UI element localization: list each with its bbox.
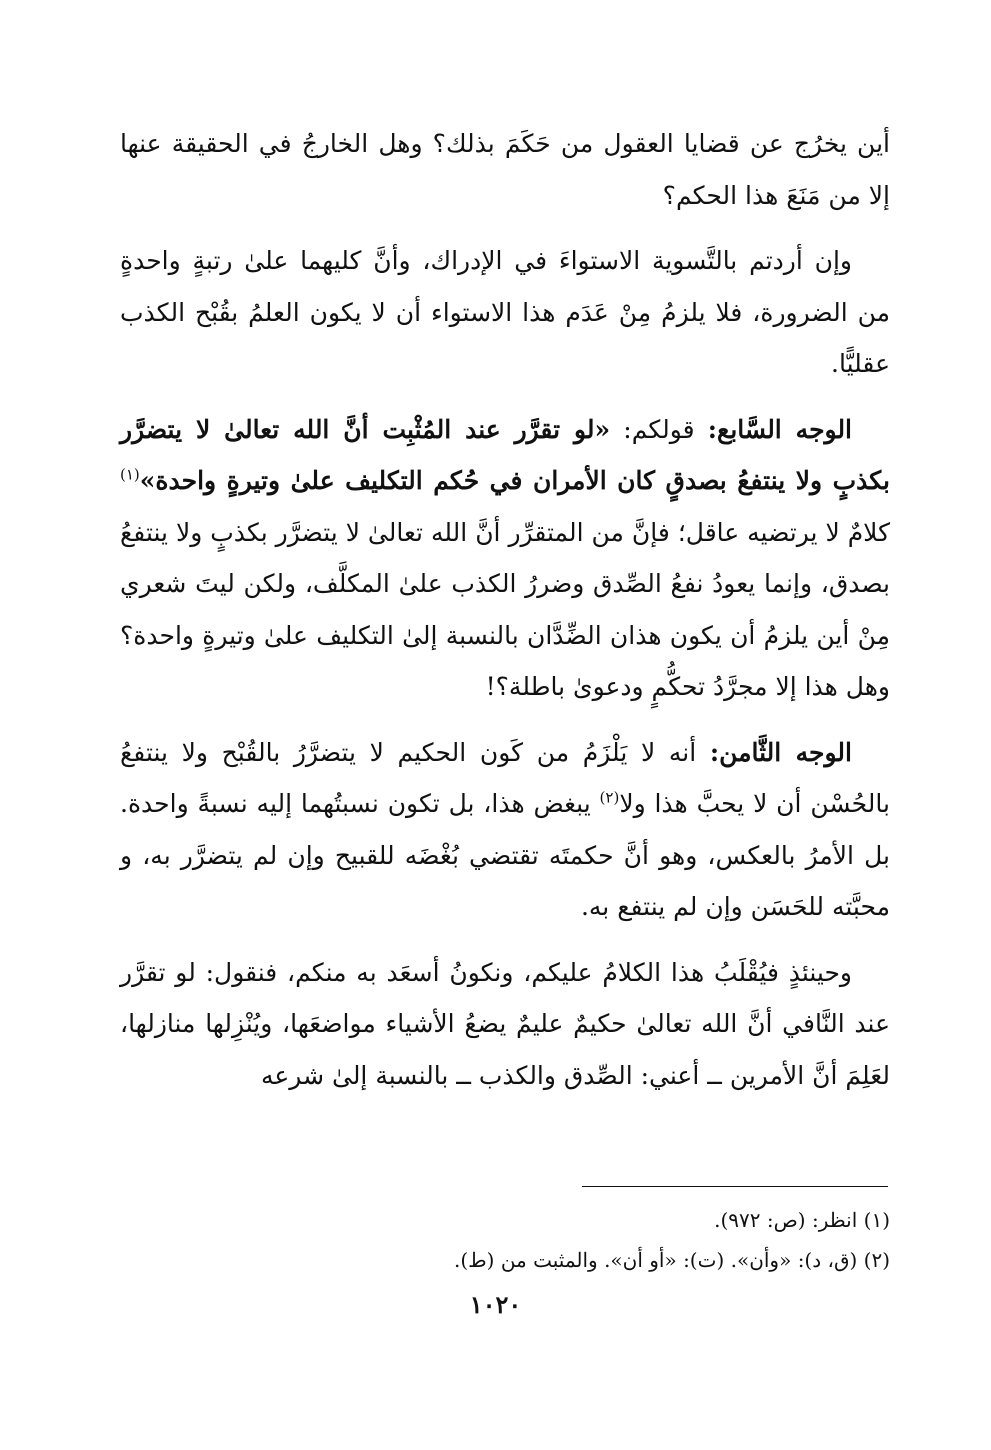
footnote-marker: (٢)	[599, 788, 620, 807]
paragraph-text: وحينئذٍ فيُقْلَبُ هذا الكلامُ عليكم، ونكونُ أسعَد به منكم، فنقول: لو تقرَّر عند النَّافي أنَّ الله تعالىٰ حكيمٌ عليمٌ يضعُ الأشياء مواضعَها، ويُنْزِلها منازلها، لعَلِمَ أنَّ الأمرين ــ أعني: الصِّدق والكذب ــ بالنسبة إلىٰ شرعه	[120, 957, 890, 1090]
section-heading: الوجه الثَّامن:	[709, 737, 852, 767]
paragraph-1	[120, 118, 890, 221]
paragraph-2	[120, 235, 890, 390]
paragraph-text: كلامٌ لا يرتضيه عاقل؛ فإنَّ من المتقرِّر أنَّ الله تعالىٰ لا يتضرَّر بكذبٍ ولا ينتفعُ بصدق، وإنما يعودُ نفعُ الصِّدق وضررُ الكذب علىٰ المكلَّف، ولكن ليتَ شعري مِنْ أين يلزمُ أن يكون هذان الضِّدَّان بالنسبة إلىٰ التكليف علىٰ وتيرةٍ واحدة؟ وهل هذا إلا مجرَّدُ تحكُّمٍ ودعوىٰ باطلة؟!	[120, 517, 890, 701]
paragraph-text: يبغض هذا، بل تكون نسبتُهما إليه نسبةً واحدة. بل الأمرُ بالعكس، وهو أنَّ حكمتَه تقتضي بُغْضَه للقبيح وإن لم يتضرَّر به، و محبَّته للحَسَن وإن لم ينتفع به.	[120, 789, 890, 921]
footnote-divider	[582, 1186, 888, 1187]
paragraph-text: وإن أردتم بالتَّسوية الاستواءَ في الإدراك، وأنَّ كليهما علىٰ رتبةٍ واحدةٍ من الضرورة، فلا يلزمُ مِنْ عَدَم هذا الاستواء أن لا يكون العلمُ بقُبْح الكذب عقليًّا.	[120, 246, 890, 378]
quoted-statement: «لو تقرَّر عند المُثْبِت أنَّ الله تعالىٰ لا يتضرَّر بكذبٍ ولا ينتفعُ بصدقٍ كان الأمران في حُكم التكليف علىٰ وتيرةٍ واحدة»	[120, 414, 890, 495]
paragraph-text: أين يخرُج عن قضايا العقول من حَكَمَ بذلك؟ وهل الخارجُ في الحقيقة عنها إلا من مَنَعَ هذا الحكم؟	[120, 129, 890, 210]
paragraph-text: قولكم:	[610, 414, 708, 444]
paragraph-eighth-aspect	[120, 727, 890, 933]
footnote-marker: (١)	[120, 465, 140, 484]
page-number: ١٠٢٠	[469, 1290, 522, 1319]
paragraph-seventh-aspect	[120, 404, 890, 713]
main-text	[120, 118, 890, 1115]
section-heading: الوجه السَّابع:	[707, 414, 853, 444]
paragraph-5	[120, 947, 890, 1102]
footnote-1: (١) انظر: (ص: ٩٧٢).	[714, 1208, 890, 1232]
footnotes	[120, 1200, 890, 1280]
footnote-2: (٢) (ق، د): «وأن». (ت): «أو أن». والمثبت من (ط).	[454, 1248, 890, 1272]
paragraph-text: أنه لا يَلْزَمُ من كَون الحكيم لا يتضرَّرُ بالقُبْح ولا ينتفعُ بالحُسْن أن لا يحبَّ هذا ولا	[120, 737, 891, 818]
